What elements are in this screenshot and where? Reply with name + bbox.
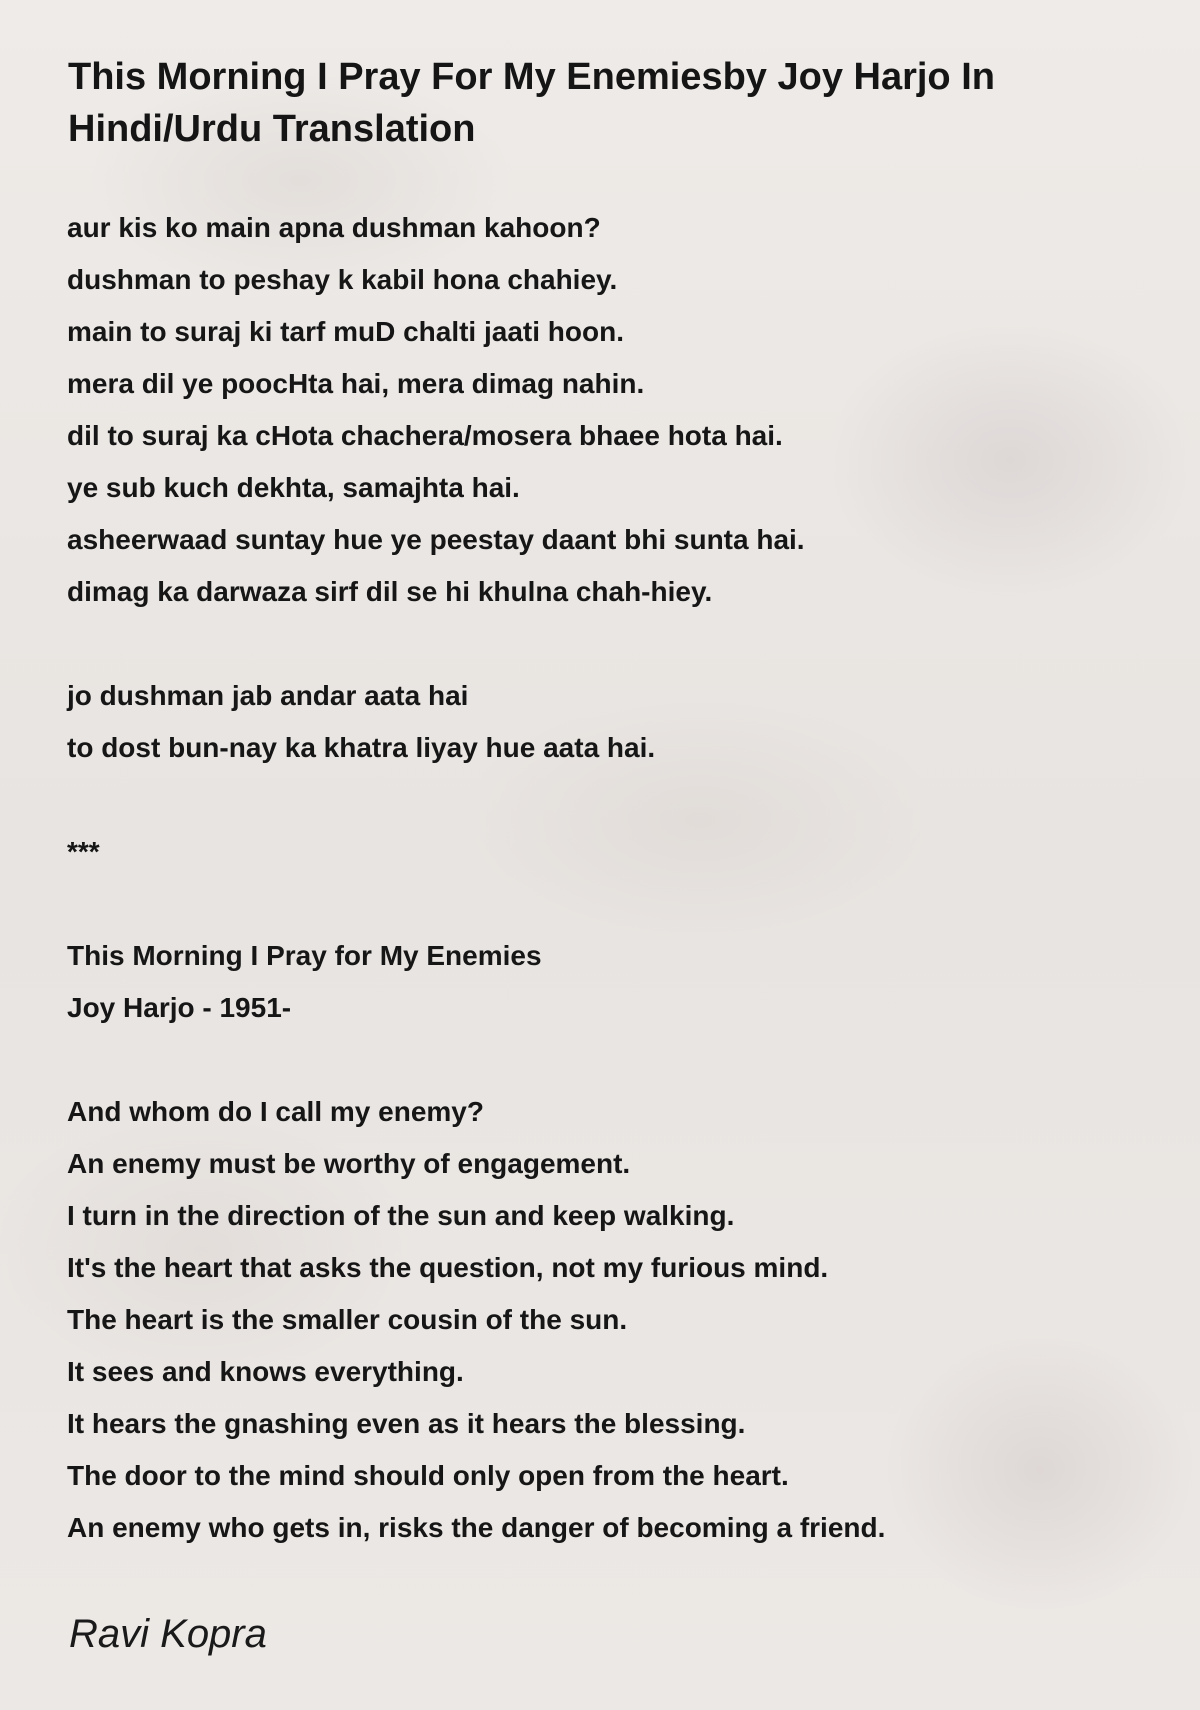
poem-body [67,202,1167,1554]
stanza-gap [67,618,1167,670]
stanza-gap [67,878,1167,930]
poem-line: I turn in the direction of the sun and keep walking. [67,1200,735,1231]
stanza-gap [67,1034,1167,1086]
poem-line: jo dushman jab andar aata hai [67,680,469,711]
poem-line: ye sub kuch dekhta, samajhta hai. [67,472,520,503]
poem-line: An enemy who gets in, risks the danger of becoming a friend. [67,1512,886,1543]
poem-line: It hears the gnashing even as it hears the blessing. [67,1408,746,1439]
poem-line: aur kis ko main apna dushman kahoon? [67,212,601,243]
poem-line: The heart is the smaller cousin of the sun. [67,1304,628,1335]
original-poem-byline: Joy Harjo - 1951- [67,992,292,1023]
poem-line: mera dil ye poocHta hai, mera dimag nahin. [67,368,645,399]
translation-stanza-1 [67,202,1167,618]
translation-stanza-2 [67,670,1167,774]
poem-line: It's the heart that asks the question, not my furious mind. [67,1252,829,1283]
poem-line: The door to the mind should only open from the heart. [67,1460,789,1491]
poem-line: dimag ka darwaza sirf dil se hi khulna chah-hiey. [67,576,713,607]
section-separator: *** [67,836,100,867]
stanza-gap [67,774,1167,826]
original-stanza [67,1086,1167,1554]
original-poem-heading: This Morning I Pray for My Enemies [67,940,542,971]
poem-line: main to suraj ki tarf muD chalti jaati hoon. [67,316,624,347]
poem-line: asheerwaad suntay hue ye peestay daant bhi sunta hai. [67,524,805,555]
poem-line: It sees and knows everything. [67,1356,464,1387]
poem-title: This Morning I Pray For My Enemiesby Joy Harjo In Hindi/Urdu Translation [68,56,995,150]
poem-line: An enemy must be worthy of engagement. [67,1148,631,1179]
poem-line: And whom do I call my enemy? [67,1096,484,1127]
author-name: Ravi Kopra [69,1612,267,1656]
poem-line: dil to suraj ka cHota chachera/mosera bhaee hota hai. [67,420,783,451]
poem-line: to dost bun-nay ka khatra liyay hue aata hai. [67,732,656,763]
original-header [67,930,1167,1034]
poem-line: dushman to peshay k kabil hona chahiey. [67,264,618,295]
